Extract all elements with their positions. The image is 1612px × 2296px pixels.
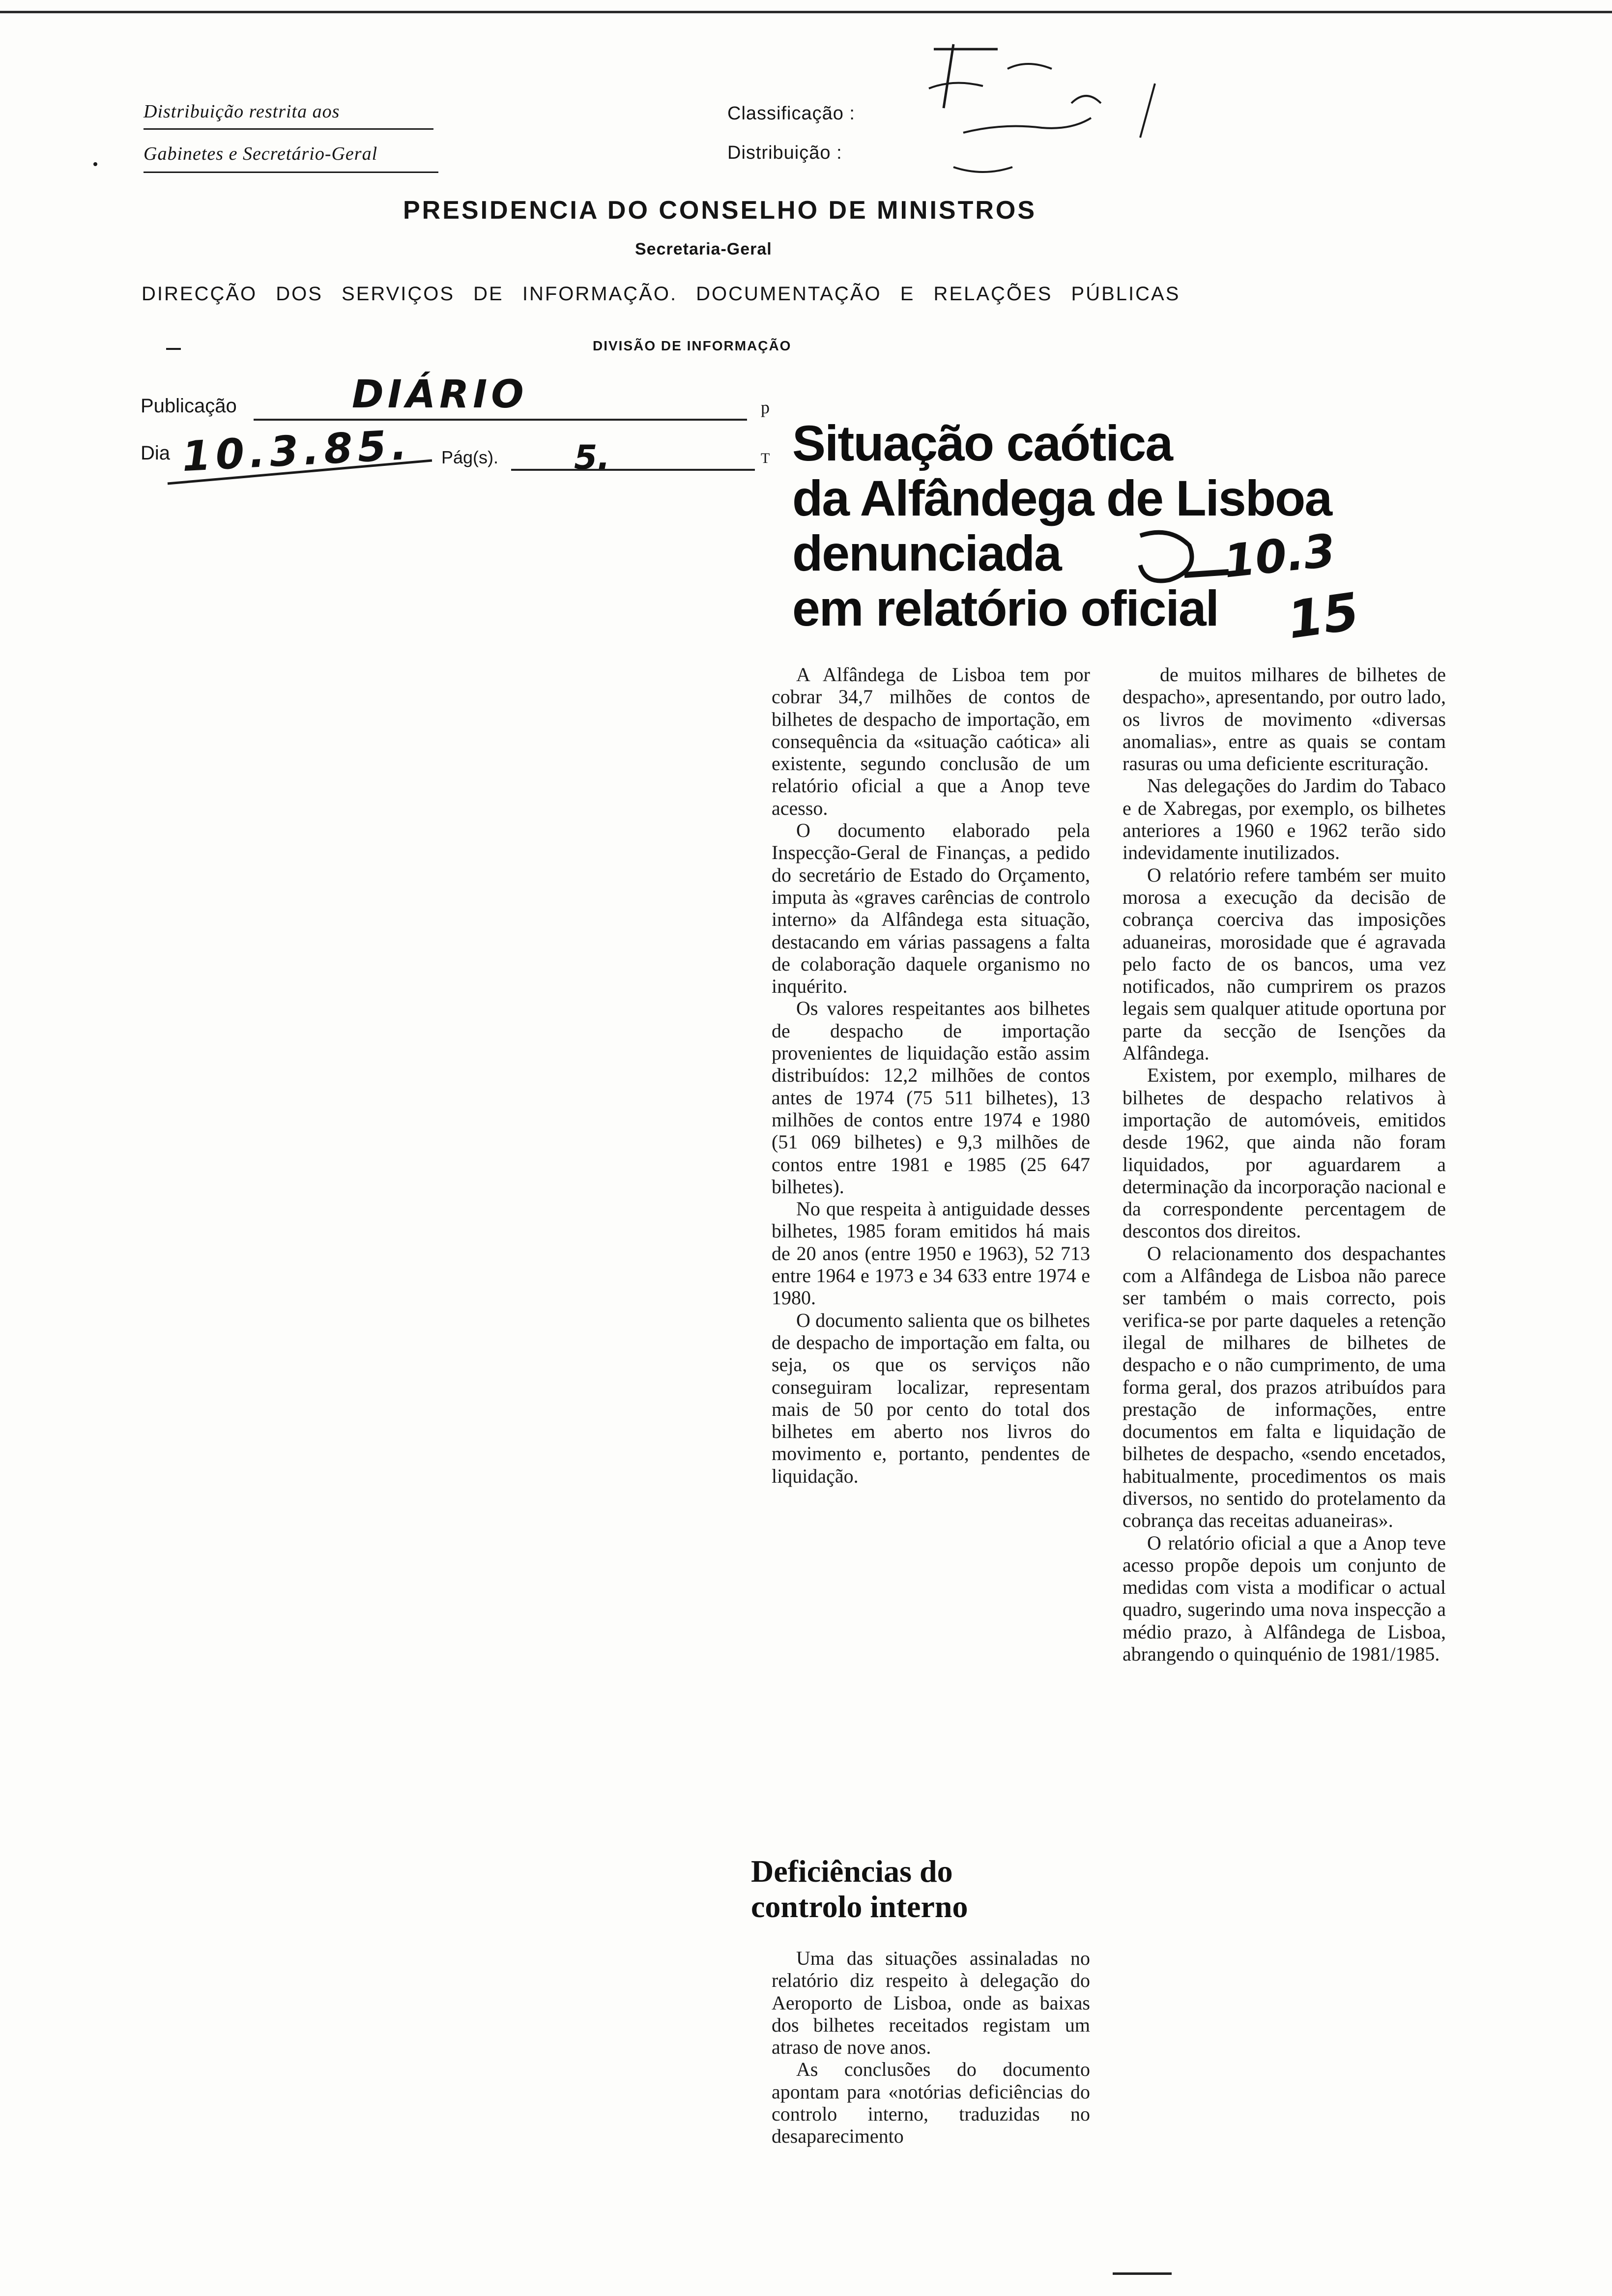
restricted-distribution [144, 101, 438, 174]
day-label: Dia [141, 442, 171, 464]
article-column-2 [1123, 663, 1446, 1665]
paragraph: A Alfândega de Lisboa tem por cobrar 34,7 milhões de contos de bilhetes de despacho de importação, em consequência da «situação caótica» ali existente, segundo conclusão de um relatório oficial a que a Anop teve acesso. [772, 663, 1090, 819]
paragraph: O documento salienta que os bilhetes de despacho de importação em falta, ou seja, os que os serviços não conseguiram localizar, representam mais de 50 por cento do total dos bilhetes em aberto nos livros do movimento e, portanto, pendentes de liquidação. [772, 1309, 1090, 1487]
margin-scribble [1125, 521, 1238, 604]
article-end-rule [1113, 2272, 1172, 2275]
publication-label: Publicação [141, 395, 237, 417]
headline-line-2: da Alfândega de Lisboa [792, 470, 1332, 526]
margin-tick [166, 348, 181, 350]
scan-top-edge [0, 11, 1612, 13]
secretariat: Secretaria-Geral [635, 240, 772, 258]
paragraph: Existem, por exemplo, milhares de bilhetes de despacho relativos à importação de automóveis, emitidos desde 1962, que ainda não foram liquidados, por aguardarem a determinação da incorporação nacional e da correspondente percentagem de descontos dos direitos. [1123, 1064, 1446, 1242]
article-column-1-continued [772, 1947, 1090, 2148]
publication-value: DIÁRIO [352, 373, 528, 417]
pages-value: 5. [574, 438, 610, 477]
field-mark-t: T [761, 450, 770, 466]
division: DIVISÃO DE INFORMAÇÃO [593, 338, 792, 353]
section-subhead: Deficiências do controlo interno [751, 1854, 968, 1924]
paragraph: As conclusões do documento apontam para «notórias deficiências do controlo interno, traduzidas no desaparecimento [772, 2058, 1090, 2148]
margin-date: 10.3 [1221, 524, 1338, 588]
restricted-line-1: Distribuição restrita aos [144, 101, 340, 122]
classification-scribble [924, 29, 1199, 192]
article-column-1 [772, 663, 1090, 1487]
headline-line-3: denunciada [792, 525, 1061, 581]
paragraph: O relacionamento dos despachantes com a Alfândega de Lisboa não parece ser também o mais correcto, pois verifica-se por parte daqueles a retenção ilegal de milhares de bilhetes de despacho e o não cumprimento, de uma forma geral, dos prazos atribuídos para prestação de informações, entre documentos em falta e liquidação de bilhetes de despacho, «sendo encetados, habitualmente, procedimentos os mais diversos, no sentido do protelamento da cobrança das receitas aduaneiras». [1123, 1242, 1446, 1532]
margin-number: 15 [1284, 581, 1363, 651]
day-value: 10.3.85. [180, 420, 413, 481]
paragraph: O relatório oficial a que a Anop teve acesso propõe depois um conjunto de medidas com vista a modificar o actual quadro, sugerindo uma nova inspecção a médio prazo, à Alfândega de Lisboa, abrangendo o quinquénio de 1981/1985. [1123, 1531, 1446, 1665]
field-mark-p: p [761, 398, 770, 417]
classification-label: Classificação : [727, 103, 855, 124]
paragraph: O relatório refere também ser muito morosa a execução da decisão de cobrança coerciva das imposições aduaneiras, morosidade que é agravada pelo facto de os bancos, uma vez notificados, não cumprirem os prazos legais sem qualquer atitude oportuna por parte da secção de Isenções da Alfândega. [1123, 863, 1446, 1064]
ministry-title: PRESIDENCIA DO CONSELHO DE MINISTROS [403, 196, 1037, 225]
paragraph: No que respeita à antiguidade desses bilhetes, 1985 foram emitidos há mais de 20 anos (entre 1950 e 1963), 52 713 entre 1964 e 1973 e 34 633 entre 1974 e 1980. [772, 1198, 1090, 1309]
paragraph: Uma das situações assinaladas no relatório diz respeito à delegação do Aeroporto de Lisboa, onde as baixas dos bilhetes receitados registam um atraso de nove anos. [772, 1947, 1090, 2059]
paragraph: Nas delegações do Jardim do Tabaco e de Xabregas, por exemplo, os bilhetes anteriores a 1960 e 1962 terão sido indevidamente inutilizados. [1123, 775, 1446, 864]
headline-line-1: Situação caótica [792, 415, 1172, 471]
paragraph: Os valores respeitantes aos bilhetes de despacho de importação provenientes de liquidação estão assim distribuídos: 12,2 milhões de contos antes de 1974 (75 511 bilhetes), 13 milhões de contos entre 1974 e 1980 (51 069 bilhetes) e 9,3 milhões de contos entre 1981 e 1985 (25 647 bilhetes). [772, 997, 1090, 1198]
pages-line [511, 469, 755, 471]
headline-line-4: em relatório oficial [792, 580, 1218, 636]
restricted-line-2: Gabinetes e Secretário-Geral [144, 144, 378, 164]
margin-dot [93, 162, 97, 166]
paragraph: de muitos milhares de bilhetes de despacho», apresentando, por outro lado, os livros de movimento «diversas anomalias», entre as quais se contam rasuras ou uma deficiente escrituração. [1123, 663, 1446, 775]
publication-line [254, 419, 747, 421]
paragraph: O documento elaborado pela Inspecção-Geral de Finanças, a pedido do secretário de Estado do Orçamento, imputa às «graves carências de controlo interno» da Alfândega esta situação, destacando em várias passagens a falta de colaboração daquele organismo no inquérito. [772, 819, 1090, 998]
distribution-label: Distribuição : [727, 143, 842, 163]
pages-label: Pág(s). [441, 447, 499, 467]
directorate: DIRECÇÃO DOS SERVIÇOS DE INFORMAÇÃO. DOCUMENTAÇÃO E RELAÇÕES PÚBLICAS [142, 283, 1180, 305]
